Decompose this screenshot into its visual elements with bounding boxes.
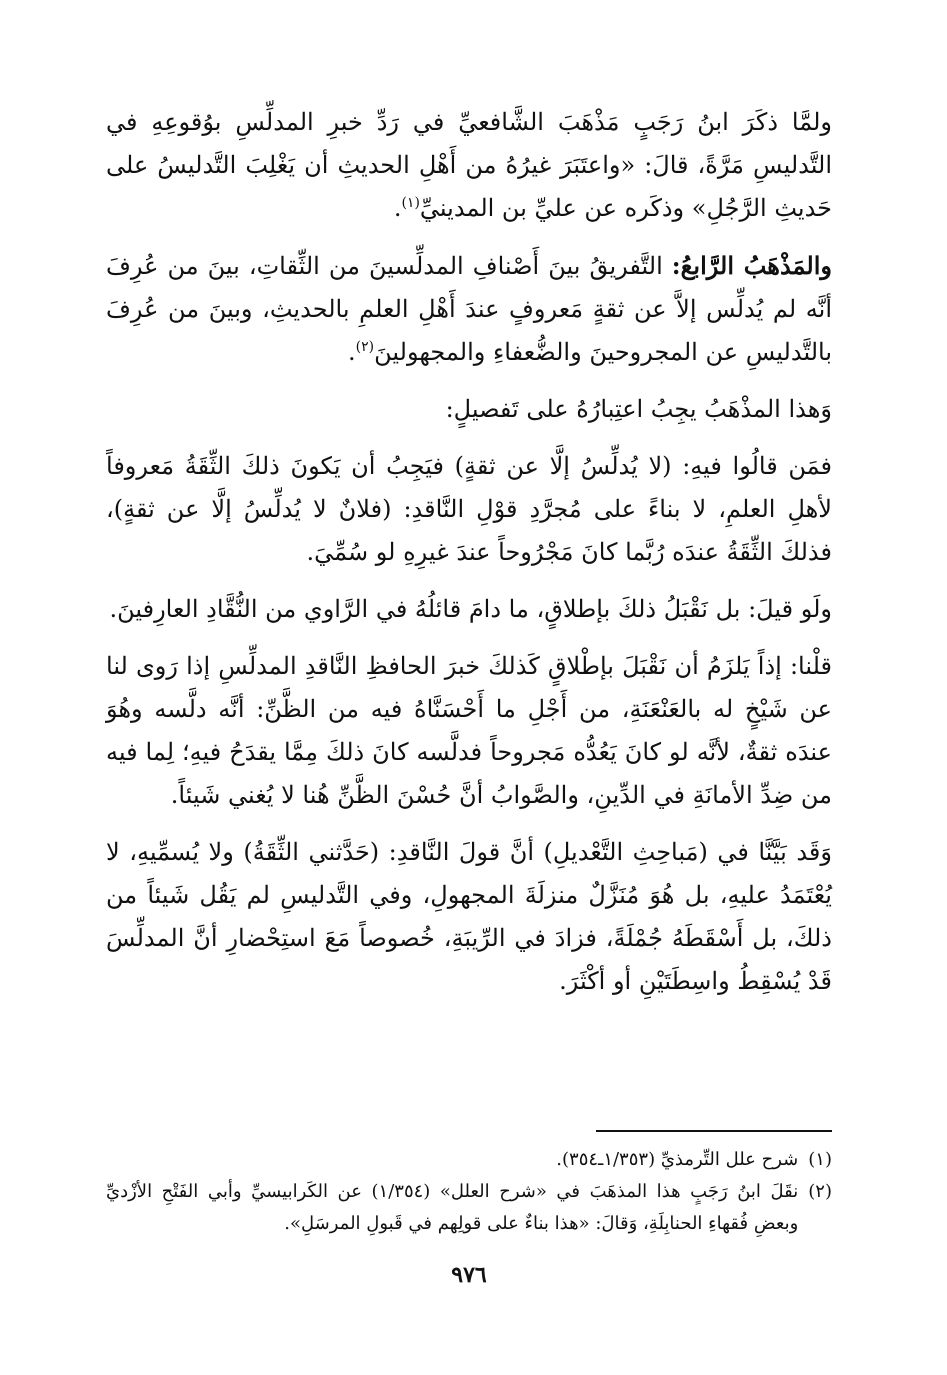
footnote-2	[106, 1176, 832, 1240]
footnote-1	[106, 1144, 832, 1176]
paragraph-2	[106, 244, 832, 374]
paragraph-lead: والمَذْهَبُ الرَّابعُ:	[671, 251, 833, 280]
paragraph-text: ولمَّا ذكَرَ ابنُ رَجَبٍ مَذْهَبَ الشَّافعيِّ في رَدِّ خبرِ المدلِّسِ بوُقوعِهِ في التَّدليسِ مَرَّةً، قالَ: «واعتَبَرَ غيرُهُ من أَهْلِ الحديثِ أن يَغْلِبَ التَّدليسُ على حَديثِ الرَّجُلِ» وذكَره عن عليِّ بن المدينيِّ	[106, 108, 832, 222]
paragraph-text: قلْنا: إذاً يَلزَمُ أن نَقْبَلَ بإطْلاقٍ كَذلكَ خبرَ الحافظِ النَّاقدِ المدلِّسِ إذا رَوى لنا عن شَيْخٍ له بالعَنْعَنَةِ، من أَجْلِ ما أَحْسَنَّاهُ فيه من الظَّنِّ: أنَّه دلَّسه وهُوَ عندَه ثقةٌ، لأنَّه لو كانَ يَعُدُّه مَجروحاً فدلَّسه كانَ ذلكَ مِمَّا يقدَحُ فيهِ؛ لِما فيه من ضِدِّ الأمانَةِ في الدِّينِ، والصَّوابُ أنَّ حُسْنَ الظَّنِّ هُنا لا يُغني شَيئاً.	[106, 652, 832, 809]
paragraph-text: ولَو قيلَ: بل نَقْبَلُ ذلكَ بإطلاقٍ، ما دامَ قائلُهُ في الرَّاوي من النُّقَّادِ العارِفينَ.	[109, 595, 832, 623]
paragraph-tail: .	[348, 338, 356, 366]
page-body	[106, 100, 833, 1288]
footnote-divider	[596, 1130, 832, 1132]
footnote-number: (٢)	[808, 1181, 832, 1202]
paragraph-text: وَقَد بَيَّنَّا في (مَباحِثِ التَّعْديلِ) أنَّ قولَ النَّاقدِ: (حَدَّثني الثِّقَةُ) ولا يُسمِّيهِ، لا يُعْتَمَدُ عليهِ، بل هُوَ مُنَزَّلٌ منزلَةَ المجهولِ، وفي التَّدليسِ لم يَقُل شَيئاً من ذلكَ، بل أَسْقَطَهُ جُمْلَةً، فزادَ في الرِّيبَةِ، خُصوصاً مَعَ استِحْضارِ أنَّ المدلِّسَ قَدْ يُسْقِطُ واسِطَتَيْنِ أو أكْثَرَ.	[106, 838, 832, 995]
footnote-ref[interactable]: (٢)	[355, 339, 375, 355]
paragraph-text: التَّفريقُ بينَ أَصْنافِ المدلِّسينَ من الثِّقاتِ، بينَ من عُرِفَ أنَّه لم يُدلِّس إلاَّ عن ثقةٍ مَعروفٍ عندَ أَهْلِ العلمِ بالحديثِ، وبينَ من عُرِفَ بالتَّدليسِ عن المجروحينَ والضُّعفاءِ والمجهولينَ	[106, 252, 832, 366]
paragraph-tail: .	[393, 194, 402, 222]
paragraph-3	[106, 388, 832, 431]
paragraph-4	[106, 445, 832, 574]
paragraph-5	[106, 588, 832, 631]
footnote-number: (١)	[808, 1149, 832, 1170]
footnote-ref[interactable]: (١)	[401, 195, 420, 211]
paragraph-text: فمَن قالُوا فيهِ: (لا يُدلِّسُ إلَّا عن ثقةٍ) فيَجِبُ أن يَكونَ ذلكَ الثِّقَةُ مَعروفاً لأهلِ العلمِ، لا بناءً على مُجرَّدِ قوْلِ النَّاقدِ: (فلانٌ لا يُدلِّسُ إلَّا عن ثقةٍ)، فذلكَ الثِّقَةُ عندَه رُبَّما كانَ مَجْرُوحاً عندَ غيرِهِ لو سُمِّيَ.	[106, 452, 832, 566]
page-number: ٩٧٦	[451, 1262, 487, 1288]
paragraph-7	[106, 831, 832, 1003]
paragraph-6	[106, 645, 832, 817]
paragraph-1	[106, 100, 832, 230]
footnotes	[106, 1144, 832, 1240]
footnote-text: شرح علل التِّرمذيِّ (١/٣٥٣ـ٣٥٤).	[556, 1149, 799, 1170]
footnote-text: نقَلَ ابنُ رَجَبٍ هذا المذهَبَ في «شرح العلل» (١/٣٥٤) عن الكَرابيسيِّ وأبي الفَتْحِ الأزْديِّ وبعضِ فُقهاءِ الحنابِلَةِ، وَقالَ: «هذا بناءٌ على قولِهم في قَبولِ المرسَلِ».	[106, 1181, 799, 1234]
paragraph-text: وَهذا المذْهَبُ يجِبُ اعتِبارُهُ على تَفصيلٍ:	[445, 395, 832, 423]
